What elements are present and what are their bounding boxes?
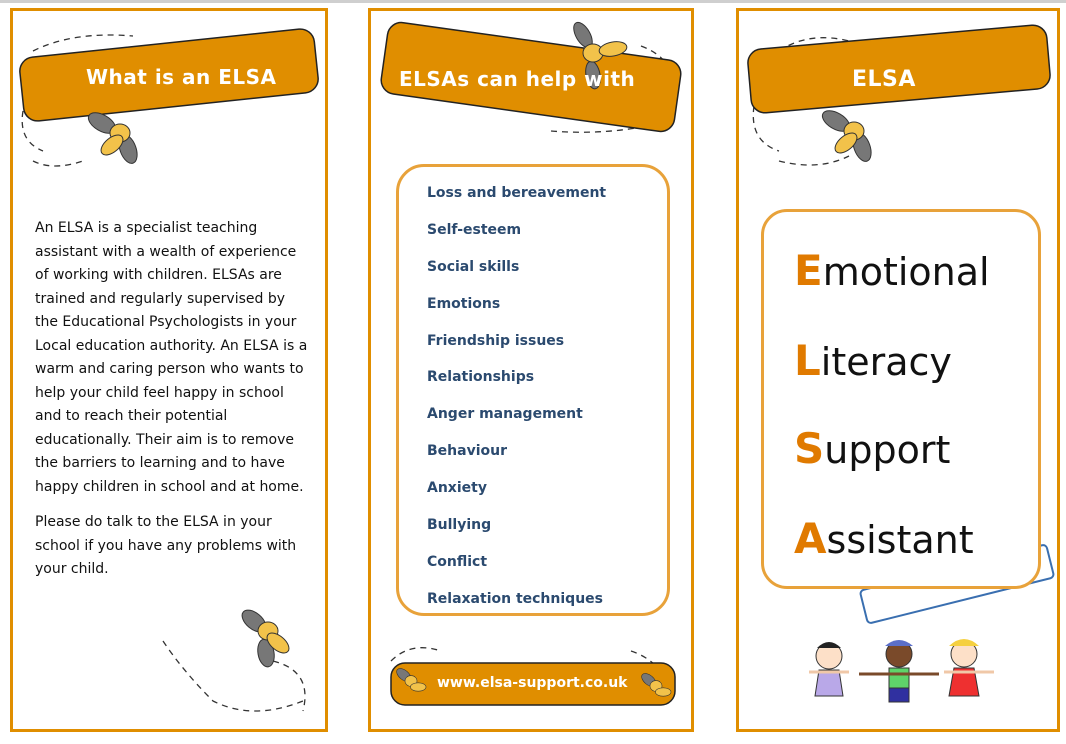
children-illustration	[809, 639, 994, 702]
contact-paragraph: Please do talk to the ELSA in your school if you have any problems with your child.	[35, 514, 297, 577]
list-item: Relationships	[427, 369, 535, 386]
bee-icon	[85, 109, 141, 166]
acronym-box	[761, 209, 1041, 589]
acronym-letter: A	[794, 514, 827, 563]
acronym-rest: ssistant	[826, 518, 974, 562]
acronym-rest: iteracy	[820, 340, 952, 384]
acronym-word	[794, 514, 974, 563]
list-item: Behaviour	[427, 443, 507, 460]
banner-title: What is an ELSA	[86, 65, 277, 89]
banner-title: ELSA	[852, 67, 916, 92]
bee-icon	[238, 606, 292, 668]
bee-icon	[819, 107, 875, 164]
list-item: Relaxation techniques	[427, 590, 603, 607]
panel-help-with	[368, 8, 694, 732]
banner-title: ELSAs can help with	[399, 67, 636, 91]
help-topics-box	[396, 164, 670, 616]
acronym-letter: L	[794, 336, 821, 385]
acronym-letter: E	[794, 246, 823, 295]
list-item: Conflict	[427, 553, 488, 570]
acronym-rest: upport	[824, 428, 951, 472]
list-item: Bullying	[427, 517, 492, 534]
intro-text	[35, 217, 311, 594]
list-item: Loss and bereavement	[427, 185, 607, 201]
list-item: Anxiety	[427, 480, 487, 497]
page-top-line	[0, 0, 1066, 3]
list-item: Anger management	[427, 406, 583, 423]
help-topics-list	[427, 181, 606, 624]
intro-paragraph: An ELSA is a specialist teaching assistant with a wealth of experience of working with children. ELSAs are trained and regularly supervised by the Educational Psychologists in your Local education authority. An ELSA is a warm and caring person who wants to help your child feel happy in school and to reach their potential educationally. Their aim is to remove the barriers to learning and to have happy children in school and at home.	[35, 220, 308, 495]
list-item: Friendship issues	[427, 332, 565, 349]
acronym-rest: motional	[822, 250, 990, 294]
list-item: Emotions	[427, 295, 501, 312]
acronym-letter: S	[794, 424, 825, 473]
list-item: Self-esteem	[427, 221, 522, 238]
acronym-word	[794, 424, 950, 473]
panel-what-is-elsa	[10, 8, 328, 732]
acronym-word	[794, 336, 952, 385]
list-item: Social skills	[427, 258, 520, 275]
acronym-word	[794, 246, 990, 295]
panel-elsa-acronym	[736, 8, 1060, 732]
website-link[interactable]: www.elsa-support.co.uk	[437, 675, 628, 691]
